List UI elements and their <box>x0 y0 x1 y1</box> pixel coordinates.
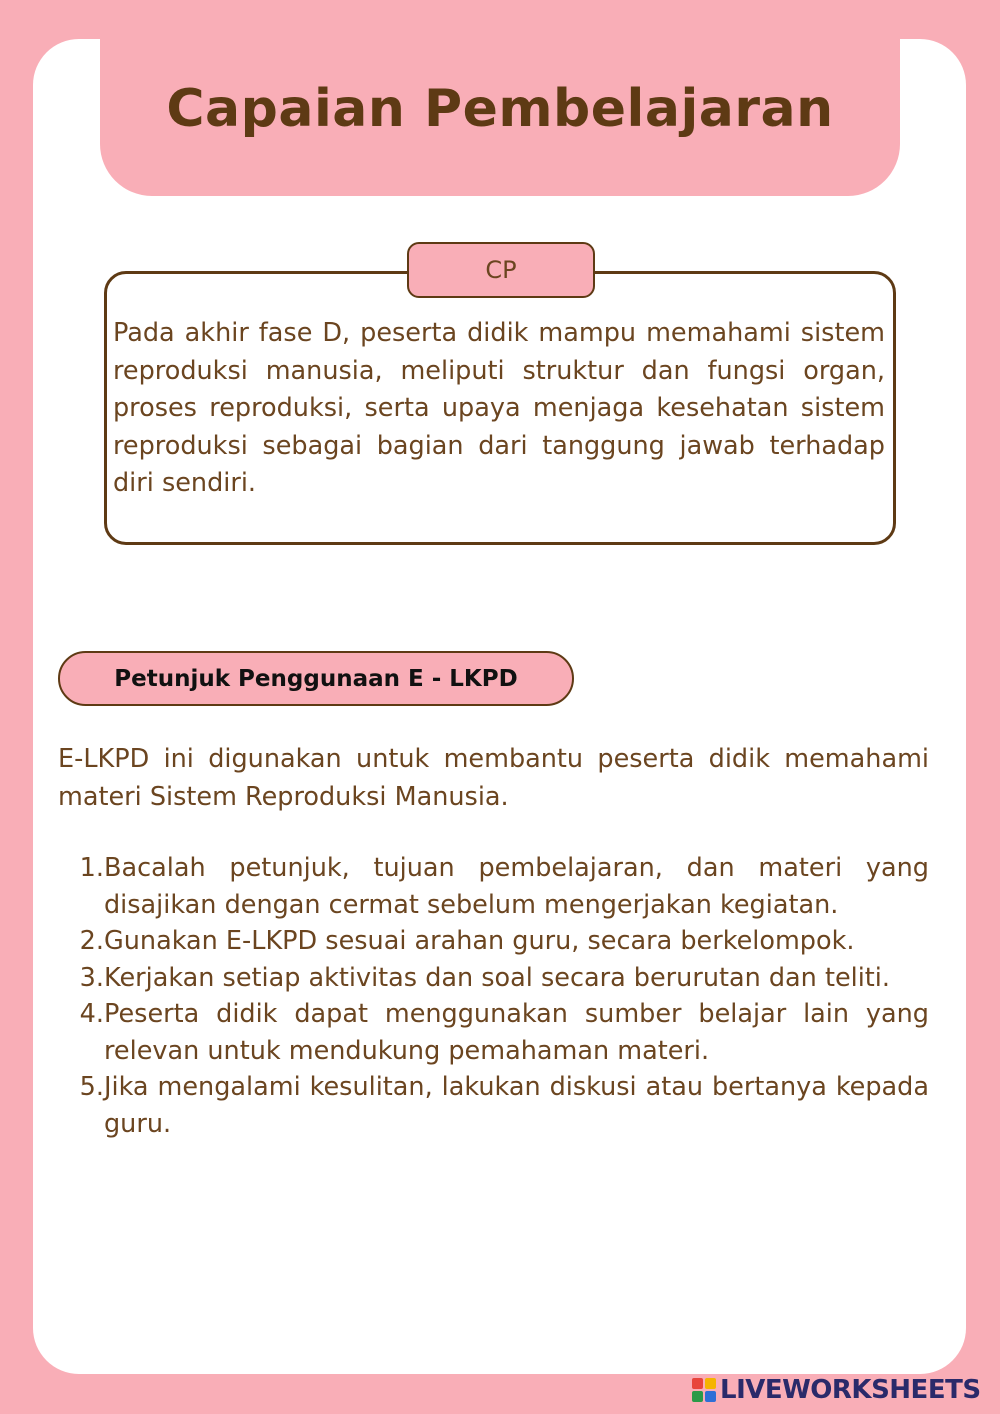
title-banner <box>100 39 900 196</box>
step-text: Bacalah petunjuk, tujuan pembelajaran, dan materi yang disajikan dengan cermat sebelum mengerjakan kegiatan. <box>104 853 929 920</box>
list-item <box>58 850 929 923</box>
usage-steps <box>58 850 929 1142</box>
step-number: 1. <box>79 853 104 883</box>
liveworksheets-logo-icon <box>692 1378 716 1402</box>
step-text: Jika mengalami kesulitan, lakukan diskusi atau bertanya kepada guru. <box>104 1072 929 1139</box>
usage-heading: Petunjuk Penggunaan E - LKPD <box>58 651 574 706</box>
step-text: Kerjakan setiap aktivitas dan soal secara berurutan dan teliti. <box>104 962 890 993</box>
page-card <box>33 39 966 1374</box>
step-number: 4. <box>79 999 104 1029</box>
usage-intro: E-LKPD ini digunakan untuk membantu peserta didik memahami materi Sistem Reproduksi Manusia. <box>58 744 929 812</box>
step-number: 3. <box>79 962 104 993</box>
list-item <box>58 923 929 960</box>
brand-watermark[interactable] <box>692 1374 981 1406</box>
step-text: Gunakan E-LKPD sesuai arahan guru, secara berkelompok. <box>104 926 855 956</box>
brand-text: LIVEWORKSHEETS <box>720 1375 981 1405</box>
list-item <box>58 1069 929 1142</box>
list-item <box>58 996 929 1069</box>
cp-tab: CP <box>407 242 595 298</box>
step-number: 2. <box>79 926 104 956</box>
cp-text: Pada akhir fase D, peserta didik mampu memahami sistem reproduksi manusia, meliputi struktur dan fungsi organ, proses reproduksi, serta upaya menjaga kesehatan sistem reproduksi sebagai bagian dari tanggung jawab terhadap diri sendiri. <box>113 318 885 498</box>
step-text: Peserta didik dapat menggunakan sumber belajar lain yang relevan untuk mendukung pemahaman materi. <box>104 999 929 1066</box>
step-number: 5. <box>79 1072 104 1102</box>
page-title: Capaian Pembelajaran <box>166 78 834 139</box>
list-item <box>58 960 929 997</box>
